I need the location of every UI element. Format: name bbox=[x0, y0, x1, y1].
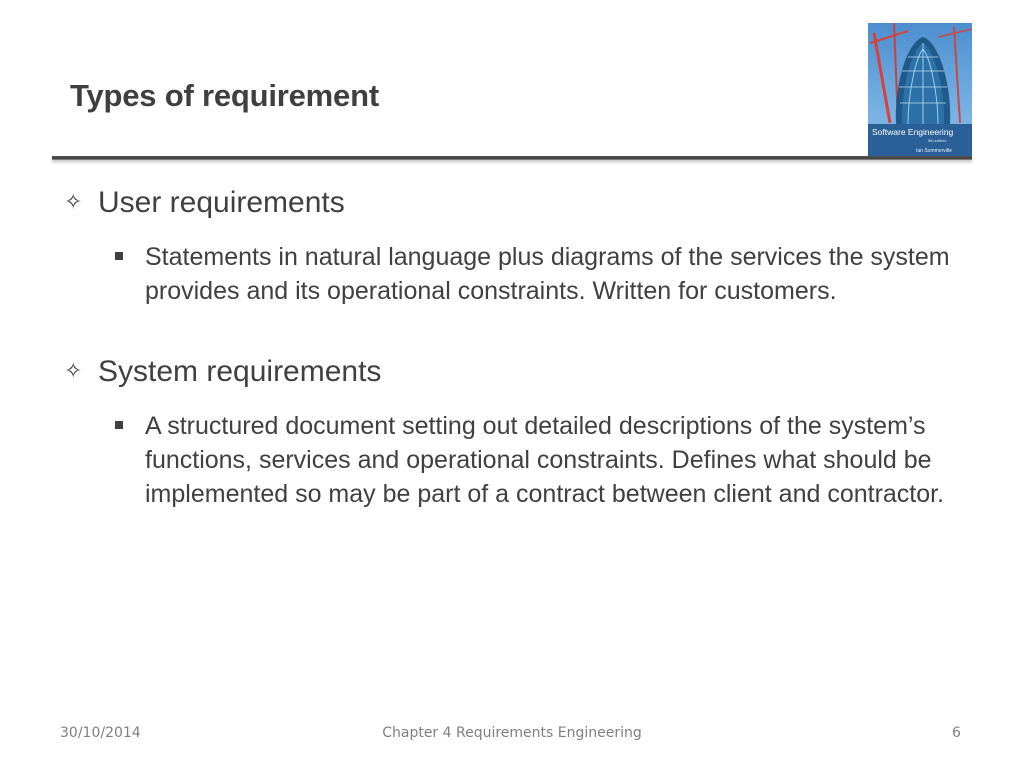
cover-title: Software Engineering bbox=[872, 127, 954, 137]
cover-subtitle: 9th edition bbox=[928, 138, 947, 143]
footer-date: 30/10/2014 bbox=[60, 725, 141, 741]
book-cover-image bbox=[868, 23, 972, 159]
bullet-user-requirements bbox=[64, 186, 345, 220]
bullet-heading: User requirements bbox=[98, 186, 345, 219]
star-bullet-icon: ✧ bbox=[64, 189, 83, 214]
sub-bullet-text: A structured document setting out detailed descriptions of the system’s functions, services and operational constraints. Defines what should be implemented so may be part of a contract between client and contractor. bbox=[145, 412, 945, 508]
title-divider bbox=[52, 156, 972, 160]
sub-bullet-system-requirements bbox=[113, 409, 973, 511]
slide-title: Types of requirement bbox=[70, 78, 379, 113]
star-bullet-icon: ✧ bbox=[64, 358, 83, 383]
bullet-system-requirements bbox=[64, 355, 381, 389]
bullet-heading: System requirements bbox=[98, 355, 382, 388]
sub-bullet-text: Statements in natural language plus diagrams of the services the system provides and its operational constraints. Written for customers. bbox=[145, 243, 950, 305]
footer-chapter: Chapter 4 Requirements Engineering bbox=[382, 725, 642, 741]
sub-bullet-user-requirements bbox=[113, 240, 973, 308]
footer-page-number: 6 bbox=[952, 725, 961, 741]
square-bullet-icon bbox=[115, 421, 123, 429]
cover-author: Ian Sommerville bbox=[916, 148, 952, 154]
square-bullet-icon bbox=[115, 252, 123, 260]
